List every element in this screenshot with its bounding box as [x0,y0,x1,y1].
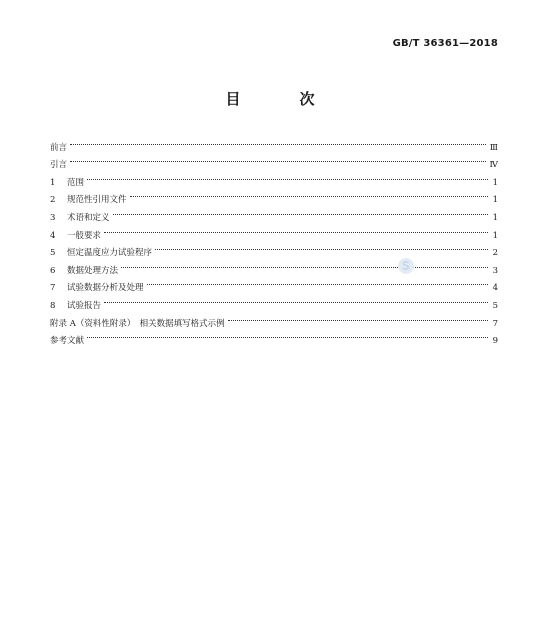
toc-entry-number: 8 [50,300,56,311]
dot-leader [121,255,488,273]
toc-entry-page: Ⅳ [489,160,498,171]
toc-entry-text: 数据处理方法 [67,265,119,276]
toc-entry-number: 3 [50,212,56,223]
toc-entry-scope[interactable] [50,167,498,188]
toc-entry-text: 规范性引用文件 [67,195,127,206]
toc-entry-normative-references[interactable] [50,185,498,206]
toc-entry-page: 1 [492,177,498,188]
toc-entry-number: 7 [50,283,56,294]
toc-entry-appendix-a[interactable] [50,308,498,329]
dot-leader [147,273,488,291]
toc-entry-page: Ⅲ [489,142,498,153]
toc-entry-text: 参考文献 [50,336,85,347]
toc-entry-text: 前言 [50,142,68,153]
toc-title: 目 次 [225,90,337,108]
toc-entry-number: 6 [50,265,56,276]
toc-entry-number: 1 [50,177,56,188]
toc-entry-page: 2 [492,248,498,259]
toc-entry-page: 1 [492,212,498,223]
dot-leader [87,326,488,344]
toc-entry-page: 3 [492,265,498,276]
dot-leader [104,220,488,238]
toc-entry-page: 4 [492,283,498,294]
dot-leader [104,290,488,308]
toc-entry-number: 5 [50,248,56,259]
toc-entry-page: 1 [492,230,498,241]
toc-entry-text: 术语和定义 [67,212,110,223]
dot-leader [70,150,485,168]
toc-entry-terms-definitions[interactable] [50,202,498,223]
toc-entry-text: 恒定温度应力试验程序 [67,248,153,259]
toc-entry-page: 9 [492,336,498,347]
toc-entry-bibliography[interactable] [50,326,498,347]
toc-entry-test-procedure[interactable] [50,238,498,259]
dot-leader [228,308,488,326]
toc-entry-number: 2 [50,195,56,206]
toc-entry-test-report[interactable] [50,290,498,311]
table-of-contents [50,132,498,347]
toc-entry-text: 一般要求 [67,230,102,241]
toc-entry-general-requirements[interactable] [50,220,498,241]
toc-entry-page: 5 [492,300,498,311]
dot-leader [113,202,488,220]
toc-entry-text: 引言 [50,160,68,171]
dot-leader [130,185,488,203]
dot-leader [155,238,488,256]
watermark-logo: S [398,258,414,274]
toc-entry-foreword[interactable] [50,132,498,153]
toc-entry-text: 附录 A（资料性附录） 相关数据填写格式示例 [50,318,225,329]
toc-entry-page: 7 [492,318,498,329]
toc-entry-page: 1 [492,195,498,206]
standard-code: GB/T 36361—2018 [392,38,498,49]
toc-entry-text: 范围 [67,177,85,188]
dot-leader [87,167,488,185]
toc-entry-introduction[interactable] [50,150,498,171]
dot-leader [70,132,486,150]
toc-entry-text: 试验报告 [67,300,102,311]
toc-entry-number: 4 [50,230,56,241]
toc-entry-text: 试验数据分析及处理 [67,283,144,294]
